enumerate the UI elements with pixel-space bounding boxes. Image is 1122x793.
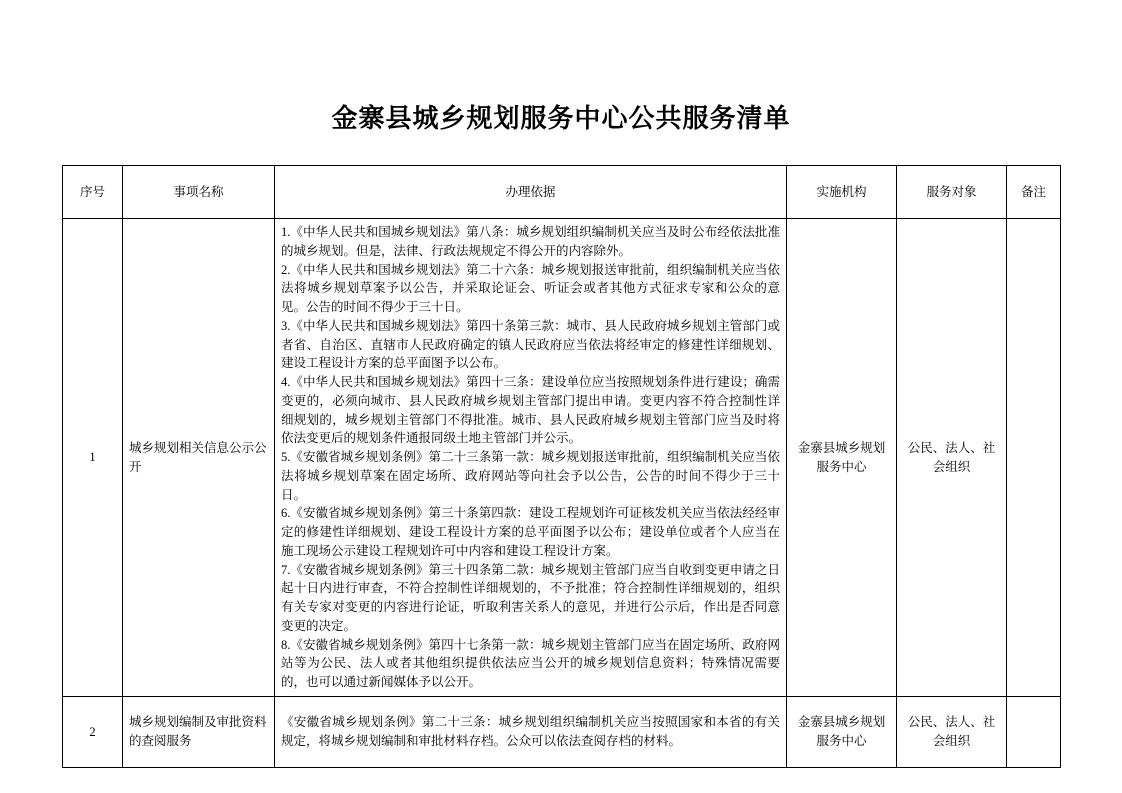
service-list-table <box>62 165 1061 768</box>
basis-paragraph: 6.《安徽省城乡规划条例》第三十条第四款：建设工程规划许可证核发机关应当依法经经审定的修建性详细规划、建设工程设计方案的总平面图予以公布；建设单位或者个人应当在施工现场公示建设工程规划许可中内容和建设工程设计方案。 <box>281 506 780 558</box>
row-basis <box>275 219 787 697</box>
basis-paragraph: 4.《中华人民共和国城乡规划法》第四十三条：建设单位应当按照规划条件进行建设；确需变更的，必须向城市、县人民政府城乡规划主管部门提出申请。变更内容不符合控制性详细规划的，城乡规划主管部门不得批准。城市、县人民政府城乡规划主管部门应当及时将依法变更后的规划条件通报同级土地主管部门并公示。 <box>281 375 780 446</box>
row-target: 公民、法人、社会组织 <box>897 696 1007 767</box>
table-row <box>63 696 1061 767</box>
basis-paragraph: 3.《中华人民共和国城乡规划法》第四十条第三款：城市、县人民政府城乡规划主管部门或者省、自治区、直辖市人民政府确定的镇人民政府应当依法将经审定的修建性详细规划、建设工程设计方案的总平面图予以公布。 <box>281 318 780 371</box>
column-header-basis: 办理依据 <box>275 166 787 219</box>
column-header-org: 实施机构 <box>787 166 897 219</box>
basis-paragraph: 2.《中华人民共和国城乡规划法》第二十六条：城乡规划报送审批前，组织编制机关应当依法将城乡规划草案予以公告，并采取论证会、听证会或者其他方式征求专家和公众的意见。公告的时间不得少于三十日。 <box>281 262 780 315</box>
row-seq: 2 <box>63 696 123 767</box>
page-title: 金寨县城乡规划服务中心公共服务清单 <box>331 104 791 134</box>
row-org: 金寨县城乡规划服务中心 <box>787 219 897 697</box>
row-org: 金寨县城乡规划服务中心 <box>787 696 897 767</box>
row-target: 公民、法人、社会组织 <box>897 219 1007 697</box>
table-header <box>63 166 1061 219</box>
table-body <box>63 219 1061 768</box>
basis-paragraph: 《安徽省城乡规划条例》第二十三条：城乡规划组织编制机关应当按照国家和本省的有关规定，将城乡规划编制和审批材料存档。公众可以依法查阅存档的材料。 <box>281 715 780 748</box>
row-item-name: 城乡规划编制及审批资料的查阅服务 <box>123 696 275 767</box>
row-item-name: 城乡规划相关信息公示公开 <box>123 219 275 697</box>
basis-paragraph: 7.《安徽省城乡规划条例》第三十四条第二款：城乡规划主管部门应当自收到变更申请之日起十日内进行审查，不符合控制性详细规划的，不予批准；符合控制性详细规划的，组织有关专家对变更的内容进行论证，听取利害关系人的意见，并进行公示后，作出是否同意变更的决定。 <box>281 562 780 633</box>
basis-paragraph: 8.《安徽省城乡规划条例》第四十七条第一款：城乡规划主管部门应当在固定场所、政府网站等为公民、法人或者其他组织提供依法应当公开的城乡规划信息资料；特殊情况需要的，也可以通过新闻媒体予以公开。 <box>281 637 780 690</box>
row-note <box>1007 219 1061 697</box>
table-header-row <box>63 166 1061 219</box>
basis-paragraph: 5.《安徽省城乡规划条例》第二十三条第一款：城乡规划报送审批前，组织编制机关应当依法将城乡规划草案在固定场所、政府网站等向社会予以公告，公告的时间不得少于三十日。 <box>281 450 780 502</box>
row-basis <box>275 696 787 767</box>
column-header-seq: 序号 <box>63 166 123 219</box>
table-row <box>63 219 1061 697</box>
column-header-name: 事项名称 <box>123 166 275 219</box>
basis-paragraph: 1.《中华人民共和国城乡规划法》第八条：城乡规划组织编制机关应当及时公布经依法批准的城乡规划。但是，法律、行政法规规定不得公开的内容除外。 <box>281 225 780 258</box>
column-header-note: 备注 <box>1007 166 1061 219</box>
column-header-target: 服务对象 <box>897 166 1007 219</box>
service-list-table-container <box>62 165 1060 768</box>
row-seq: 1 <box>63 219 123 697</box>
row-note <box>1007 696 1061 767</box>
